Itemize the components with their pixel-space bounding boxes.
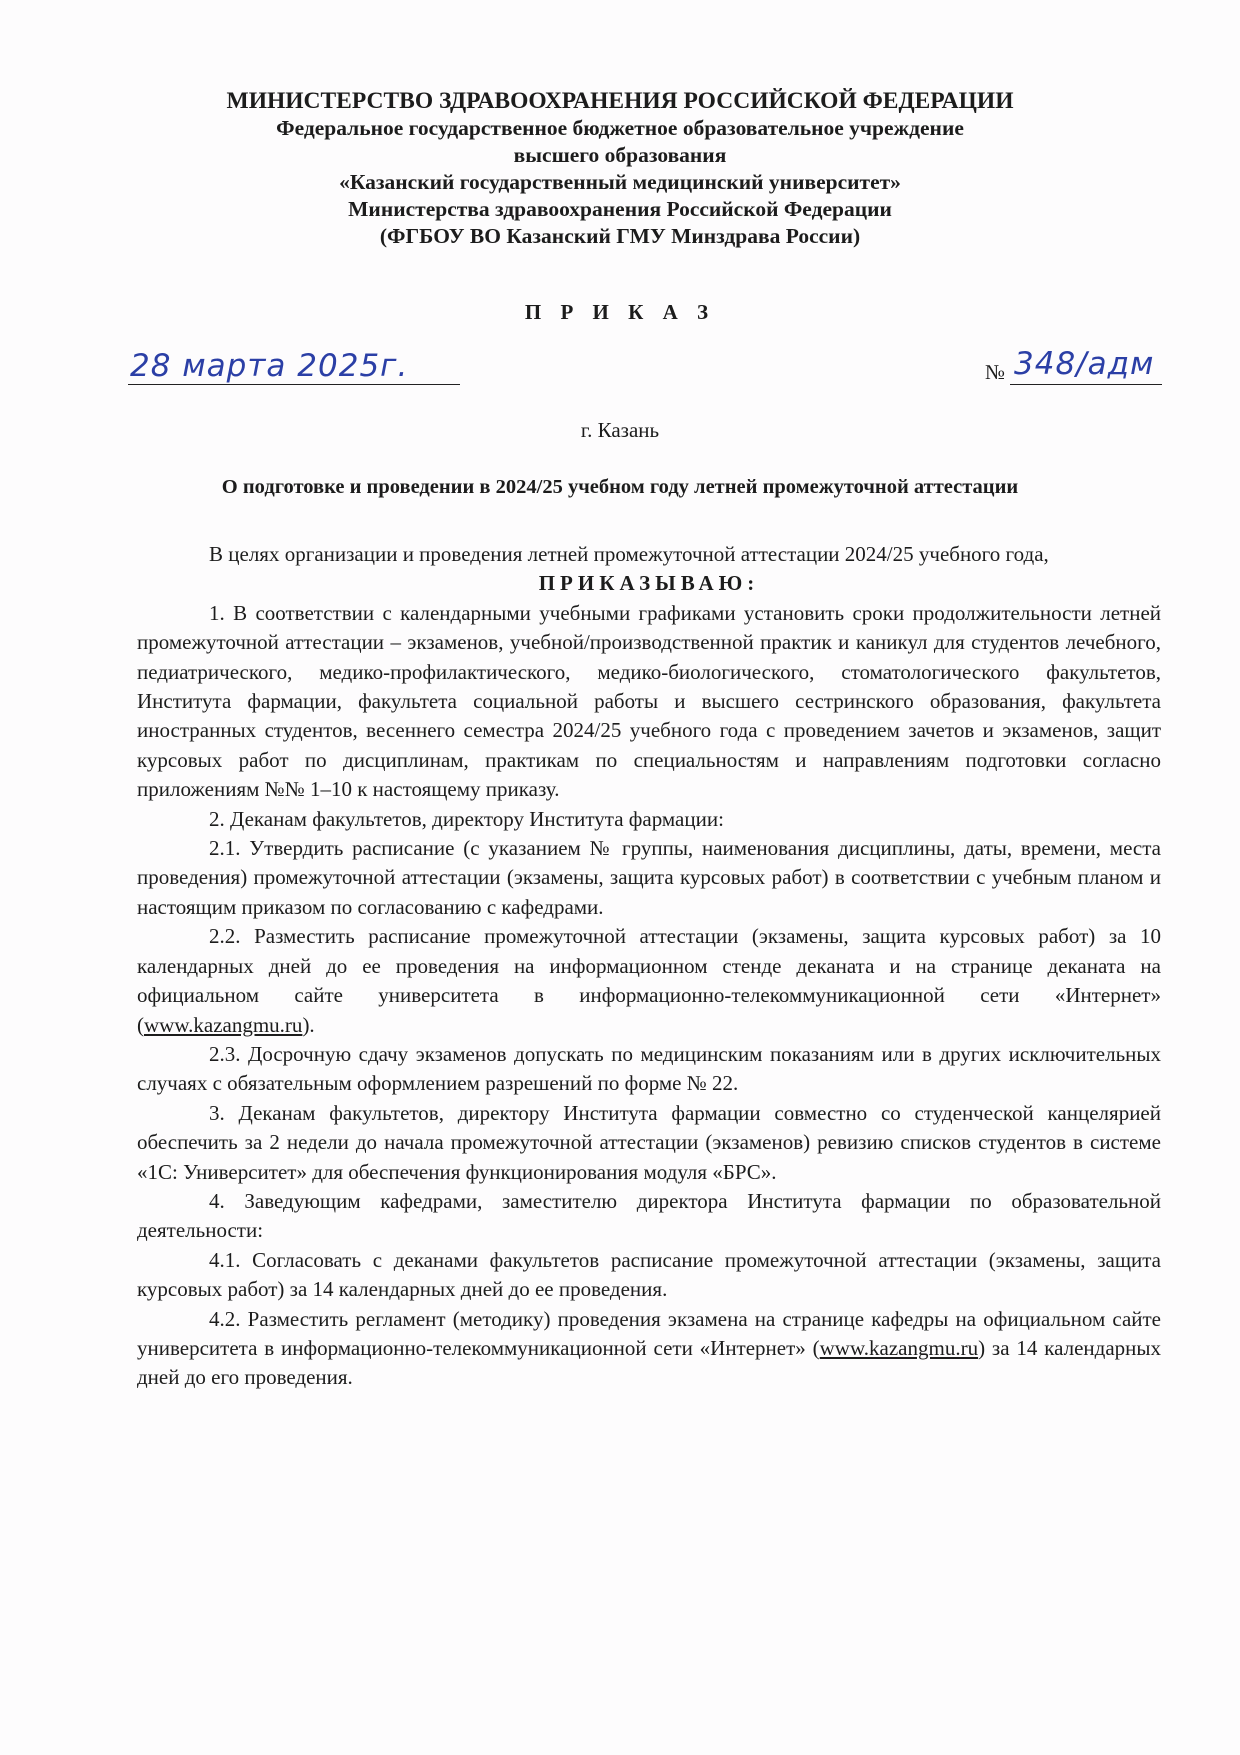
institution-line-4: Министерства здравоохранения Российской Федерации xyxy=(348,197,892,221)
institution-line-2: высшего образования xyxy=(513,143,727,167)
clause-2-1: 2.1. Утвердить расписание (с указанием № группы, наименования дисциплины, даты, времени, места проведения) промежуточной аттестации (экзамены, защита курсовых работ) в соответствии с учебным планом и настоящим приказом по согласованию с кафедрами. xyxy=(137,836,1161,919)
number-underline xyxy=(1010,384,1162,385)
order-title: П Р И К А З xyxy=(524,300,716,324)
clause-2-2-end: ). xyxy=(302,1012,315,1037)
clause-1: 1. В соответствии с календарными учебными графиками установить сроки продолжительности летней промежуточной аттестации – экзаменов, учебной/производственной практик и каникул для студентов лечебного, педиатрического, медико-профилактического, медико-биологического, стоматологического факультетов, Института фармации, факультета социальной работы и высшего сестринского образования, факультета иностранных студентов, весеннего семестра 2024/25 учебного года с проведением зачетов и экзаменов, защит курсовых работ по дисциплинам, практикам по специальностям и направлениям подготовки согласно приложениям №№ 1–10 к настоящему приказу. xyxy=(137,600,1161,802)
website-link[interactable]: www.kazangmu.ru xyxy=(144,1012,303,1037)
handwritten-order-number: 348/адм xyxy=(1014,346,1155,382)
clause-4: 4. Заведующим кафедрами, заместителю директора Института фармации по образовательной деятельности: xyxy=(137,1188,1161,1243)
order-body xyxy=(137,540,1161,1393)
city: г. Казань xyxy=(580,418,660,442)
date-underline xyxy=(128,384,460,385)
order-subject: О подготовке и проведении в 2024/25 учебном году летней промежуточной аттестации xyxy=(221,476,1019,498)
intro-paragraph: В целях организации и проведения летней промежуточной аттестации 2024/25 учебного года, xyxy=(209,542,1049,566)
institution-line-5: (ФГБОУ ВО Казанский ГМУ Минздрава России) xyxy=(379,224,861,248)
order-word: ПРИКАЗЫВАЮ: xyxy=(538,571,760,596)
clause-2-3: 2.3. Досрочную сдачу экзаменов допускать по медицинским показаниям или в других исключительных случаях с обязательным оформлением разрешений по форме № 22. xyxy=(137,1041,1161,1096)
clause-4-1: 4.1. Согласовать с деканами факультетов расписание промежуточной аттестации (экзамены, защита курсовых работ) за 14 календарных дней до ее проведения. xyxy=(137,1247,1161,1302)
clause-4-2-text: 4.2. Разместить регламент (методику) проведения экзамена на странице кафедры на официальном сайте университета в информационно-телекоммуникационной сети «Интернет» ( xyxy=(137,1306,1161,1360)
document-header xyxy=(0,88,1240,250)
website-link[interactable]: www.kazangmu.ru xyxy=(819,1335,979,1360)
ministry-name: МИНИСТЕРСТВО ЗДРАВООХРАНЕНИЯ РОССИЙСКОЙ ФЕДЕРАЦИИ xyxy=(226,88,1014,114)
clause-4-2-end: ) за 14 календарных дней до его проведения. xyxy=(137,1335,1161,1390)
handwritten-date: 28 марта 2025г. xyxy=(130,348,409,384)
clause-2-2-text: 2.2. Разместить расписание промежуточной аттестации (экзамены, защита курсовых работ) за 10 календарных дней до ее проведения на информационном стенде деканата и на странице деканата на официальном сайте университета в информационно-телекоммуникационной сети «Интернет» ( xyxy=(137,924,1161,1037)
institution-line-3: «Казанский государственный медицинский университет» xyxy=(339,170,901,194)
clause-3: 3. Деканам факультетов, директору Института фармации совместно со студенческой канцелярией обеспечить за 2 недели до начала промежуточной аттестации (экзаменов) ревизию списков студентов в системе «1С: Университет» для обеспечения функционирования модуля «БРС». xyxy=(137,1100,1161,1184)
number-sign: № xyxy=(985,360,1006,384)
clause-4-2 xyxy=(137,1305,1161,1393)
institution-line-1: Федеральное государственное бюджетное образовательное учреждение xyxy=(276,116,964,140)
clause-2-2 xyxy=(137,922,1161,1040)
clause-2: 2. Деканам факультетов, директору Института фармации: xyxy=(209,806,724,831)
